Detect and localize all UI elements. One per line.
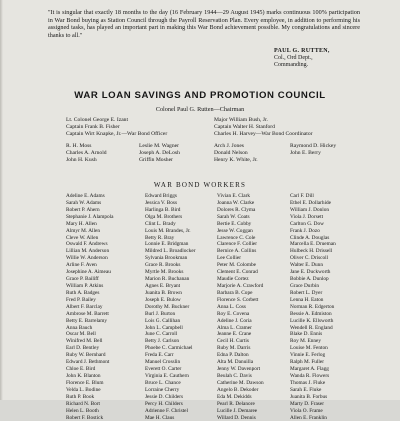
worker-name: Joseph E. Bulow xyxy=(145,297,195,304)
worker-name: Chloe E. Bird xyxy=(66,366,114,373)
worker-name: Lois G. Callihan xyxy=(145,318,195,325)
worker-name: Florence S. Corbett xyxy=(217,297,264,304)
council-member: Captain Frank B. Fisher xyxy=(66,124,167,131)
worker-name: Edward Briggs xyxy=(145,193,195,200)
council-block1-right xyxy=(214,117,313,138)
worker-name: Jesse W. Coggan xyxy=(217,228,264,235)
worker-name: Louis M. Brandes, Jr. xyxy=(145,228,195,235)
worker-name: Marty D. Fraser xyxy=(290,401,336,408)
worker-name: Clement E. Conrad xyxy=(217,269,264,276)
worker-name: Robert L. Dyer xyxy=(290,290,336,297)
worker-name: Robert P. Ahern xyxy=(66,207,114,214)
worker-name: Marcella E. Drueman xyxy=(290,241,336,248)
worker-name: Juanita B. Forbus xyxy=(290,394,336,401)
worker-name: Alta M. Danuilla xyxy=(217,359,264,366)
worker-name: Adrienne F. Christel xyxy=(145,408,195,415)
worker-name: Thomas J. Fluke xyxy=(290,380,336,387)
worker-name: Agnes E. Bryant xyxy=(145,283,195,290)
worker-name: Frank J. Dozo xyxy=(290,228,336,235)
council-member: John E. Berry xyxy=(290,150,336,157)
worker-name: Stephanie J. Alampola xyxy=(66,214,114,221)
worker-name: Allen E. Franklin xyxy=(290,415,336,421)
worker-name: Walter E. Dunn xyxy=(290,262,336,269)
council-member: John H. Kush xyxy=(66,157,107,164)
worker-name: Willie W. Anderson xyxy=(66,255,114,262)
worker-name: Percy H. Childers xyxy=(145,401,195,408)
council-member: Griffin Mosher xyxy=(139,157,180,164)
worker-name: Sylvania Brookman xyxy=(145,255,195,262)
council-block2-col2 xyxy=(139,143,180,164)
council-member: Leslie M. Wagner xyxy=(139,143,180,150)
worker-name: Oliver C. Driscoll xyxy=(290,255,336,262)
worker-name: Adeline E. Adams xyxy=(66,193,114,200)
worker-name: Grace R. Brooks xyxy=(145,262,195,269)
worker-name: Anna L. Coss xyxy=(217,304,264,311)
worker-name: Beulah C. Davis xyxy=(217,373,264,380)
worker-name: Jenny W. Davenport xyxy=(217,366,264,373)
worker-name: Norman R. Edgerton xyxy=(290,304,336,311)
council-title: WAR LOAN SAVINGS AND PROMOTION COUNCIL xyxy=(0,90,400,101)
worker-name: Carlton G. Dow xyxy=(290,221,336,228)
workers-column-4 xyxy=(290,193,336,421)
worker-name: Lonnie E. Bridgman xyxy=(145,241,195,248)
worker-name: Oscar M. Bell xyxy=(66,331,114,338)
worker-name: Carl F. Dill xyxy=(290,193,336,200)
worker-name: Clint L. Brady xyxy=(145,221,195,228)
worker-name: Jeanne E. Crane xyxy=(217,331,264,338)
worker-name: Viola O. Frame xyxy=(290,408,336,415)
worker-name: Joanna W. Clarke xyxy=(217,200,264,207)
worker-name: Ruth P. Book xyxy=(66,394,114,401)
worker-name: Lucille K. Ellsworth xyxy=(290,318,336,325)
worker-name: Bertie E. Cobby xyxy=(217,221,264,228)
council-member: Captain Walter H. Stanford xyxy=(214,124,313,131)
worker-name: Freda E. Carr xyxy=(145,352,195,359)
council-member: Arch J. Jones xyxy=(214,143,258,150)
worker-name: June C. Carroll xyxy=(145,331,195,338)
worker-name: Ruth A. Badges xyxy=(66,290,114,297)
council-block2-col4 xyxy=(290,143,336,157)
worker-name: Hulbeck H. Drissell xyxy=(290,248,336,255)
worker-name: Bernice A. Collins xyxy=(217,248,264,255)
worker-name: John K. Blanton xyxy=(66,373,114,380)
worker-name: Dorothy M. Buckner xyxy=(145,304,195,311)
signature-rank: Col., Ord Dept., xyxy=(274,55,384,62)
council-chairman: Colonel Paul G. Rutten—Chairman xyxy=(0,106,400,113)
council-member: Captain Wirt Knapke, Jr.—War Bond Officer xyxy=(66,131,167,138)
worker-name: Jane E. Duckworth xyxy=(290,269,336,276)
worker-name: Mary H. Allen xyxy=(66,221,114,228)
worker-name: Betty R. Bray xyxy=(145,235,195,242)
worker-name: Ralph M. Fuller xyxy=(290,359,336,366)
signature-block xyxy=(274,48,384,70)
worker-name: Betty E. Barrelamy xyxy=(66,318,114,325)
worker-name: Viola J. Dorsett xyxy=(290,214,336,221)
worker-name: Bobbie A. Dunlop xyxy=(290,276,336,283)
worker-name: Jessie D. Childers xyxy=(145,394,195,401)
worker-name: Burl J. Burton xyxy=(145,311,195,318)
worker-name: Vinnie E. Ferlog xyxy=(290,352,336,359)
worker-name: Marjorie A. Crawford xyxy=(217,283,264,290)
council-member: Raymond D. Hickey xyxy=(290,143,336,150)
worker-name: Manuel Crosslin xyxy=(145,359,195,366)
worker-name: Velda L. Bodine xyxy=(66,387,114,394)
worker-name: Richard N. Bort xyxy=(66,401,114,408)
worker-name: Barbara B. Cope xyxy=(217,290,264,297)
worker-name: Earl D. Bentley xyxy=(66,345,114,352)
worker-name: Winifred M. Bell xyxy=(66,338,114,345)
worker-name: Lorraine Cherry xyxy=(145,387,195,394)
worker-name: Arline F. Aven xyxy=(66,262,114,269)
worker-name: Josephine A. Aimeau xyxy=(66,269,114,276)
commander-quote: "It is singular that exactly 18 months to the day (16 February 1944—29 August 1945) marks continuous 100% participation in War Bond buying as Station Council through the Payroll Reservation Plan. Every employee, in addition to performing his assigned tasks, has played an important part in making this War Bond achievement possible. My congratulations and sincere thanks to all." xyxy=(48,9,360,39)
worker-name: Grace P. Bailiff xyxy=(66,276,114,283)
worker-name: Marion R. Buchanan xyxy=(145,276,195,283)
worker-name: Alma L. Cramer xyxy=(217,325,264,332)
worker-name: Harlinga B. Bird xyxy=(145,207,195,214)
worker-name: Ruby W. Bernhard xyxy=(66,352,114,359)
war-bond-workers-title: WAR BOND WORKERS xyxy=(0,181,400,189)
page-fold-shadow xyxy=(0,0,3,400)
worker-name: Blake D. Ennis xyxy=(290,331,336,338)
worker-name: Lillian M. Anderson xyxy=(66,248,114,255)
worker-name: Cleve W. Allen xyxy=(66,235,114,242)
signature-name: PAUL G. RUTTEN, xyxy=(274,48,384,55)
council-block2-col1 xyxy=(66,143,107,164)
worker-name: William P. Atkins xyxy=(66,283,114,290)
worker-name: Everett O. Carter xyxy=(145,366,195,373)
council-member: R. H. Moss xyxy=(66,143,107,150)
worker-name: Clarence F. Collier xyxy=(217,241,264,248)
worker-name: Sarah W. Coats xyxy=(217,214,264,221)
signature-role: Commanding. xyxy=(274,62,384,69)
worker-name: Helen L. Booth xyxy=(66,408,114,415)
council-member: Henry K. White, Jr. xyxy=(214,157,258,164)
worker-name: Oswald F. Andrews xyxy=(66,241,114,248)
worker-name: Willard D. Dennis xyxy=(217,415,264,421)
worker-name: Dolores R. Clyma xyxy=(217,207,264,214)
worker-name: Ambrose M. Barrett xyxy=(66,311,114,318)
worker-name: Robert F. Bostick xyxy=(66,415,114,421)
worker-name: Pearl R. Delanore xyxy=(217,401,264,408)
worker-name: Catherine M. Dawson xyxy=(217,380,264,387)
worker-name: Fred P. Bailey xyxy=(66,297,114,304)
worker-name: Almyr M. Allen xyxy=(66,228,114,235)
worker-name: Mae H. Claus xyxy=(145,415,195,421)
worker-name: Mildred L. Broadlocker xyxy=(145,248,195,255)
worker-name: Margaret A. Flagg xyxy=(290,366,336,373)
worker-name: William J. Donlon xyxy=(290,207,336,214)
worker-name: Anna Bauch xyxy=(66,325,114,332)
worker-name: Sarah E. Fluke xyxy=(290,387,336,394)
council-block2-col3 xyxy=(214,143,258,164)
workers-column-3 xyxy=(217,193,264,421)
worker-name: Ethel E. Dollarhide xyxy=(290,200,336,207)
worker-name: Olga M. Brothers xyxy=(145,214,195,221)
council-member: Charles A. Arnold xyxy=(66,150,107,157)
worker-name: Bruce L. Chance xyxy=(145,380,195,387)
worker-name: Albert F. Barclay xyxy=(66,304,114,311)
worker-name: Cecil H. Curtis xyxy=(217,338,264,345)
workers-column-1 xyxy=(66,193,114,421)
worker-name: Wanda R. Flowers xyxy=(290,373,336,380)
worker-name: Eda M. Dekidds xyxy=(217,394,264,401)
worker-name: Lawrence C. Cole xyxy=(217,235,264,242)
council-block1-left xyxy=(66,117,167,138)
workers-column-2 xyxy=(145,193,195,421)
worker-name: Clinde A. Douglas xyxy=(290,235,336,242)
worker-name: Edward J. Bethmont xyxy=(66,359,114,366)
worker-name: Sarah W. Adams xyxy=(66,200,114,207)
worker-name: Roy M. Enney xyxy=(290,338,336,345)
worker-name: Betty J. Carlson xyxy=(145,338,195,345)
worker-name: Edna P. Dalton xyxy=(217,352,264,359)
worker-name: Bessie A. Edmiston xyxy=(290,311,336,318)
council-member: Joseph A. DeLosh xyxy=(139,150,180,157)
worker-name: Angelo B. Dekoder xyxy=(217,387,264,394)
worker-name: Lucille J. Demaree xyxy=(217,408,264,415)
council-member: Major William Bush, Jr. xyxy=(214,117,313,124)
worker-name: Maudie Cortez xyxy=(217,276,264,283)
worker-name: Myrtle M. Brooks xyxy=(145,269,195,276)
worker-name: Lenna H. Eaton xyxy=(290,297,336,304)
worker-name: Wendell R. England xyxy=(290,325,336,332)
worker-name: Florence E. Blum xyxy=(66,380,114,387)
worker-name: Ruby M. Darris xyxy=(217,345,264,352)
worker-name: Grace Durbin xyxy=(290,283,336,290)
worker-name: Adeline J. Coria xyxy=(217,318,264,325)
council-member: Lt. Colonel George E. Izant xyxy=(66,117,167,124)
worker-name: Lee Collier xyxy=(217,255,264,262)
worker-name: Juanita B. Brown xyxy=(145,290,195,297)
worker-name: Virginia E. Cauthern xyxy=(145,373,195,380)
worker-name: Vivian E. Clark xyxy=(217,193,264,200)
worker-name: John L. Campbell xyxy=(145,325,195,332)
worker-name: Jessica V. Boss xyxy=(145,200,195,207)
council-member: Donald Nelson xyxy=(214,150,258,157)
worker-name: Louise M. Fenton xyxy=(290,345,336,352)
worker-name: Peter M. Colombe xyxy=(217,262,264,269)
worker-name: Roy E. Covena xyxy=(217,311,264,318)
council-member: Charles H. Harvey—War Bond Coordinator xyxy=(214,131,313,138)
worker-name: Phoebe C. Carmichael xyxy=(145,345,195,352)
